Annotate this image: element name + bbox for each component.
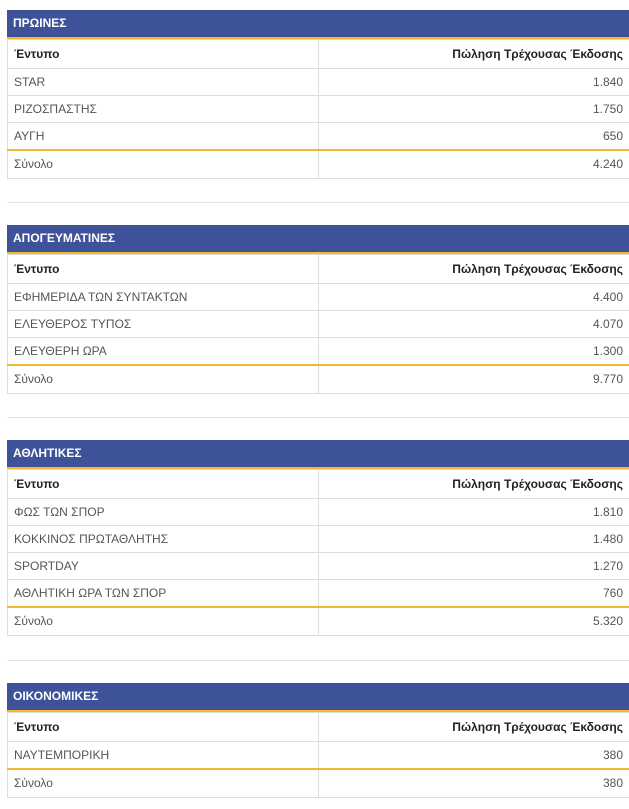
section-divider [7,417,629,418]
total-row [8,607,629,636]
section-sports [7,440,629,636]
column-header-name: Έντυπο [8,470,319,499]
table-row [8,96,629,123]
section-title: ΑΘΛΗΤΙΚΕΣ [7,440,629,469]
column-header-name: Έντυπο [8,40,319,69]
row-name: ΝΑΥΤΕΜΠΟΡΙΚΗ [8,742,319,769]
row-sales: 1.270 [319,553,629,580]
table-row [8,123,629,150]
circulation-table [7,469,629,636]
column-header-sales: Πώληση Τρέχουσας Έκδοσης [319,713,629,742]
total-row [8,150,629,179]
row-sales: 650 [319,123,629,150]
total-row [8,769,629,798]
table-header-row [8,470,629,499]
circulation-table [7,39,629,179]
table-row [8,553,629,580]
column-header-sales: Πώληση Τρέχουσας Έκδοσης [319,255,629,284]
row-name: STAR [8,69,319,96]
table-header-row [8,713,629,742]
table-row [8,338,629,365]
table-row [8,69,629,96]
section-divider [7,660,629,661]
total-value: 380 [319,769,629,798]
table-row [8,284,629,311]
section-divider [7,202,629,203]
row-name: ΕΛΕΥΘΕΡΟΣ ΤΥΠΟΣ [8,311,319,338]
section-financial [7,683,629,798]
section-title: ΑΠΟΓΕΥΜΑΤΙΝΕΣ [7,225,629,254]
total-label: Σύνολο [8,365,319,394]
column-header-sales: Πώληση Τρέχουσας Έκδοσης [319,40,629,69]
row-sales: 4.400 [319,284,629,311]
total-value: 9.770 [319,365,629,394]
row-name: ΑΘΛΗΤΙΚΗ ΩΡΑ ΤΩΝ ΣΠΟΡ [8,580,319,607]
circulation-table [7,254,629,394]
row-name: ΑΥΓΗ [8,123,319,150]
table-row [8,742,629,769]
column-header-sales: Πώληση Τρέχουσας Έκδοσης [319,470,629,499]
section-title: ΠΡΩΙΝΕΣ [7,10,629,39]
row-sales: 4.070 [319,311,629,338]
total-label: Σύνολο [8,607,319,636]
table-row [8,580,629,607]
table-header-row [8,40,629,69]
row-name: ΕΛΕΥΘΕΡΗ ΩΡΑ [8,338,319,365]
table-row [8,499,629,526]
total-row [8,365,629,394]
row-sales: 1.480 [319,526,629,553]
row-name: ΕΦΗΜΕΡΙΔΑ ΤΩΝ ΣΥΝΤΑΚΤΩΝ [8,284,319,311]
row-sales: 1.750 [319,96,629,123]
row-name: ΦΩΣ ΤΩΝ ΣΠΟΡ [8,499,319,526]
table-header-row [8,255,629,284]
column-header-name: Έντυπο [8,713,319,742]
section-morning [7,10,629,179]
row-sales: 1.810 [319,499,629,526]
total-value: 5.320 [319,607,629,636]
row-name: ΚΟΚΚΙΝΟΣ ΠΡΩΤΑΘΛΗΤΗΣ [8,526,319,553]
total-label: Σύνολο [8,769,319,798]
row-sales: 1.840 [319,69,629,96]
circulation-table [7,712,629,798]
row-name: ΡΙΖΟΣΠΑΣΤΗΣ [8,96,319,123]
row-sales: 760 [319,580,629,607]
column-header-name: Έντυπο [8,255,319,284]
row-sales: 1.300 [319,338,629,365]
total-value: 4.240 [319,150,629,179]
row-name: SPORTDAY [8,553,319,580]
total-label: Σύνολο [8,150,319,179]
table-row [8,311,629,338]
table-row [8,526,629,553]
section-title: ΟΙΚΟΝΟΜΙΚΕΣ [7,683,629,712]
section-afternoon [7,225,629,394]
row-sales: 380 [319,742,629,769]
